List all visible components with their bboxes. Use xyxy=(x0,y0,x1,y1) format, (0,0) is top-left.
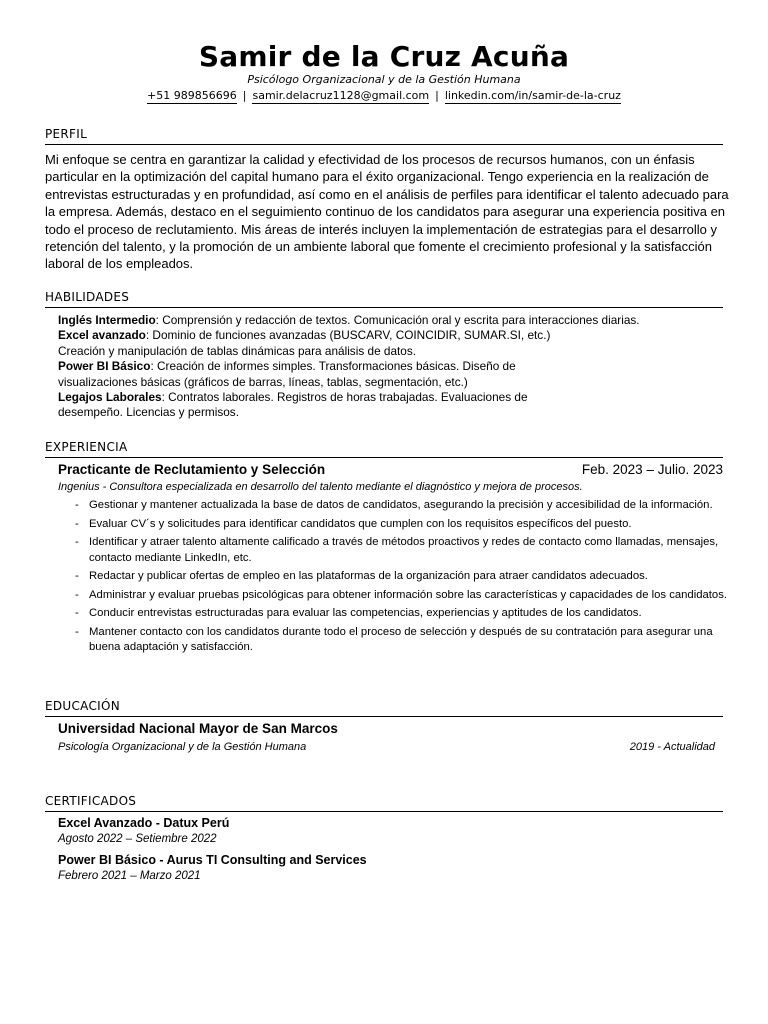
list-item: - Redactar y publicar ofertas de empleo en las plataformas de la organización para atraer candidatos adecuados. xyxy=(75,569,735,585)
skill-text: visualizaciones básicas (gráficos de barras, líneas, tablas, segmentación, etc.) xyxy=(58,374,468,389)
profile-text: Mi enfoque se centra en garantizar la calidad y efectividad de los procesos de recursos humanos, con un énfasis particular en la optimización del capital humano para el éxito organizacional. Tengo experiencia en la realización de entrevistas estructuradas y en profundidad, así como en el análisis de perfiles para identificar el talento adecuado para la empresa. Además, destaco en el seguimiento continuo de los candidatos para asegurar una experiencia positiva en todo el proceso de reclutamiento. Mis áreas de interés incluyen la implementación de estrategias para el desarrollo y retención del talento, y la promoción de un ambiente laboral que fomente el crecimiento profesional y la satisfacción laboral de los empleados. xyxy=(45,152,729,272)
skill-text: : Dominio de funciones avanzadas (BUSCARV, COINCIDIR, SUMAR.SI, etc.) xyxy=(145,328,551,343)
list-item: - Conducir entrevistas estructuradas para evaluar las competencias, experiencias y aptitudes de los candidatos. xyxy=(75,606,735,622)
skill-text: : Creación de informes simples. Transformaciones básicas. Diseño de xyxy=(150,359,516,374)
certificate-date: Febrero 2021 – Marzo 2021 xyxy=(58,870,201,882)
certificate-date: Agosto 2022 – Setiembre 2022 xyxy=(58,833,217,845)
list-item: - Mantener contacto con los candidatos durante todo el proceso de selección y después de su contratación para asegurar una buena adaptación y satisfacción. xyxy=(75,625,735,656)
job-company: Ingenius - Consultora especializada en desarrollo del talento mediante el diagnóstico y mejora de procesos. xyxy=(58,481,583,493)
skill-text: : Comprensión y redacción de textos. Comunicación oral y escrita para interacciones diarias. xyxy=(155,313,640,327)
education-institution: Universidad Nacional Mayor de San Marcos xyxy=(58,721,338,736)
education-degree: Psicología Organizacional y de la Gestión Humana xyxy=(58,741,307,753)
job-title: Practicante de Reclutamiento y Selección xyxy=(58,462,326,477)
section-title-education: EDUCACIÓN xyxy=(45,699,723,717)
section-title-profile: PERFIL xyxy=(45,127,723,145)
list-item: - Gestionar y mantener actualizada la base de datos de candidatos, asegurando la precisión y accesibilidad de la información. xyxy=(75,498,735,514)
skill-label: Inglés Intermedio xyxy=(58,313,156,327)
skill-text: Creación y manipulación de tablas dinámicas para análisis de datos. xyxy=(58,343,417,358)
education-dates: 2019 - Actualidad xyxy=(629,741,715,753)
phone-link[interactable]: +51 989856696 xyxy=(147,89,237,102)
skill-text: : Contratos laborales. Registros de horas trabajadas. Evaluaciones de xyxy=(161,390,528,405)
section-title-certificates: CERTIFICADOS xyxy=(45,794,723,812)
list-item: - Identificar y atraer talento altamente calificado a través de métodos proactivos y redes de contacto como llamadas, mensajes, contacto mediante LinkedIn, etc. xyxy=(75,535,735,566)
linkedin-link[interactable]: linkedin.com/in/samir-de-la-cruz xyxy=(444,89,621,102)
certificate-name: Power BI Básico - Aurus TI Consulting and Services xyxy=(58,853,367,867)
list-item: - Evaluar CV´s y solicitudes para identificar candidatos que cumplen con los requisitos específicos del puesto. xyxy=(75,517,735,533)
contact-line xyxy=(0,89,768,102)
contact-separator: | xyxy=(435,89,439,102)
skill-line xyxy=(58,313,728,328)
job-responsibilities xyxy=(75,498,735,659)
skill-line xyxy=(58,405,728,420)
skill-line xyxy=(58,328,728,343)
skills-list xyxy=(58,313,728,421)
skill-line xyxy=(58,375,728,390)
skill-line xyxy=(58,344,728,359)
section-title-skills: HABILIDADES xyxy=(45,290,723,308)
skill-text: desempeño. Licencias y permisos. xyxy=(58,405,239,420)
skill-label: Legajos Laborales xyxy=(58,390,162,405)
section-title-experience: EXPERIENCIA xyxy=(45,440,723,458)
candidate-subtitle: Psicólogo Organizacional y de la Gestión Humana xyxy=(247,73,521,86)
job-dates: Feb. 2023 – Julio. 2023 xyxy=(581,462,723,477)
skill-label: Excel avanzado xyxy=(58,328,146,343)
list-item: - Administrar y evaluar pruebas psicológicas para obtener información sobre las características y capacidades de los candidatos. xyxy=(75,588,735,604)
skill-label: Power BI Básico xyxy=(58,359,151,374)
skill-line xyxy=(58,390,728,405)
email-link[interactable]: samir.delacruz1128@gmail.com xyxy=(252,89,430,102)
contact-separator: | xyxy=(242,89,247,102)
skill-line xyxy=(58,359,728,374)
certificate-name: Excel Avanzado - Datux Perú xyxy=(58,816,230,830)
candidate-name: Samir de la Cruz Acuña xyxy=(198,40,570,73)
